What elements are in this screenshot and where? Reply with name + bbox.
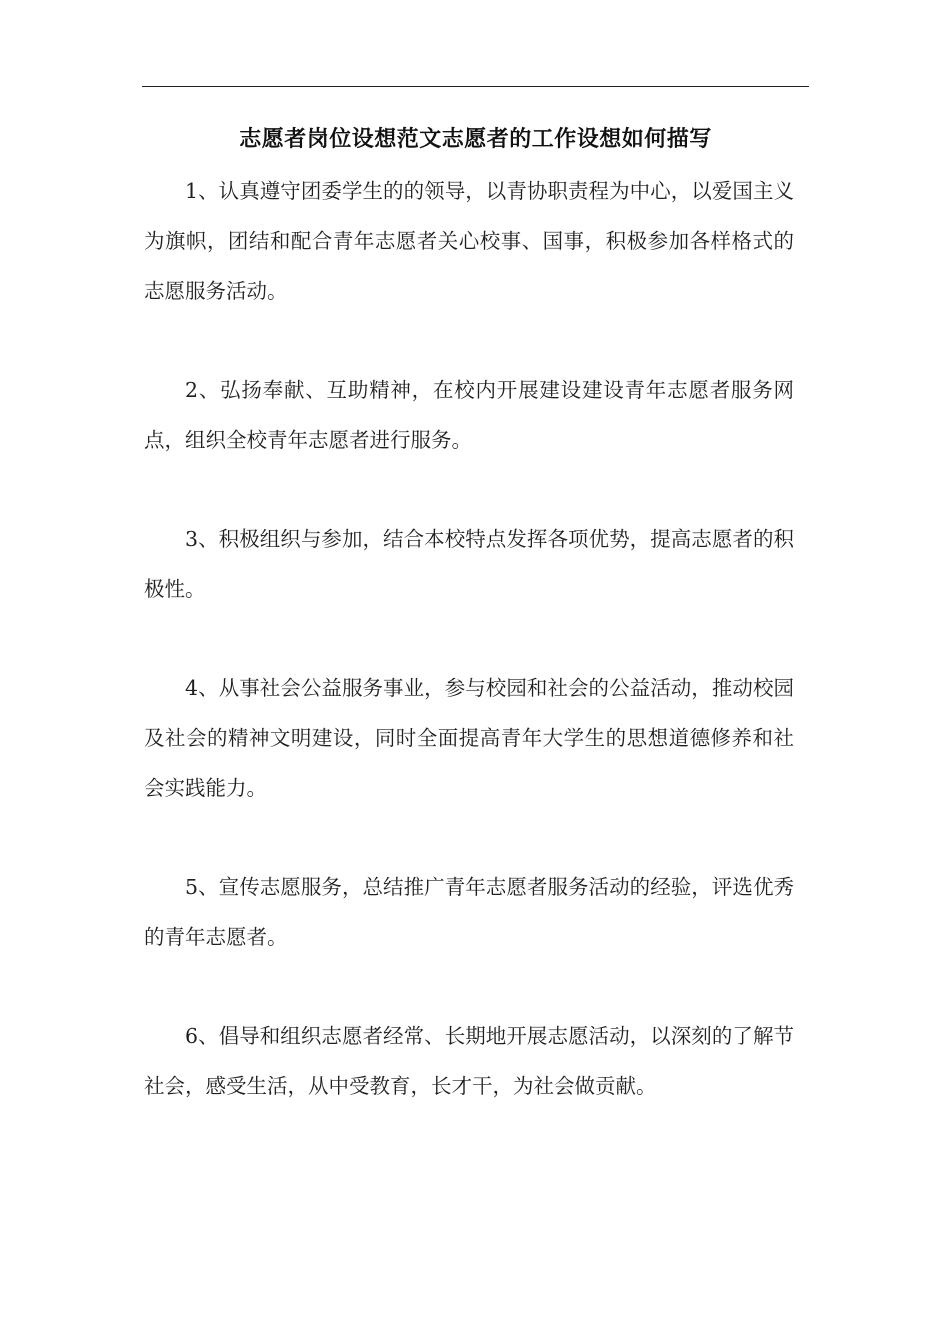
document-body [144,166,794,1160]
paragraph-3: 3、积极组织与参加，结合本校特点发挥各项优势，提高志愿者的积极性。 [144,527,794,601]
header-rule [142,86,809,87]
document-title: 志愿者岗位设想范文志愿者的工作设想如何描写 [239,127,712,152]
paragraph-1: 1、认真遵守团委学生的的领导，以青协职责程为中心，以爱国主义为旗帜，团结和配合青年志愿者关心校事、国事，积极参加各样格式的志愿服务活动。 [144,179,794,303]
paragraph-6: 6、倡导和组织志愿者经常、长期地开展志愿活动，以深刻的了解节社会，感受生活，从中受教育，长才干，为社会做贡献。 [144,1024,794,1098]
paragraph-2: 2、弘扬奉献、互助精神，在校内开展建设建设青年志愿者服务网点，组织全校青年志愿者进行服务。 [144,378,794,452]
paragraph-4: 4、从事社会公益服务事业，参与校园和社会的公益活动，推动校园及社会的精神文明建设，同时全面提高青年大学生的思想道德修养和社会实践能力。 [144,676,794,800]
paragraph-5: 5、宣传志愿服务，总结推广青年志愿者服务活动的经验，评选优秀的青年志愿者。 [144,875,794,949]
